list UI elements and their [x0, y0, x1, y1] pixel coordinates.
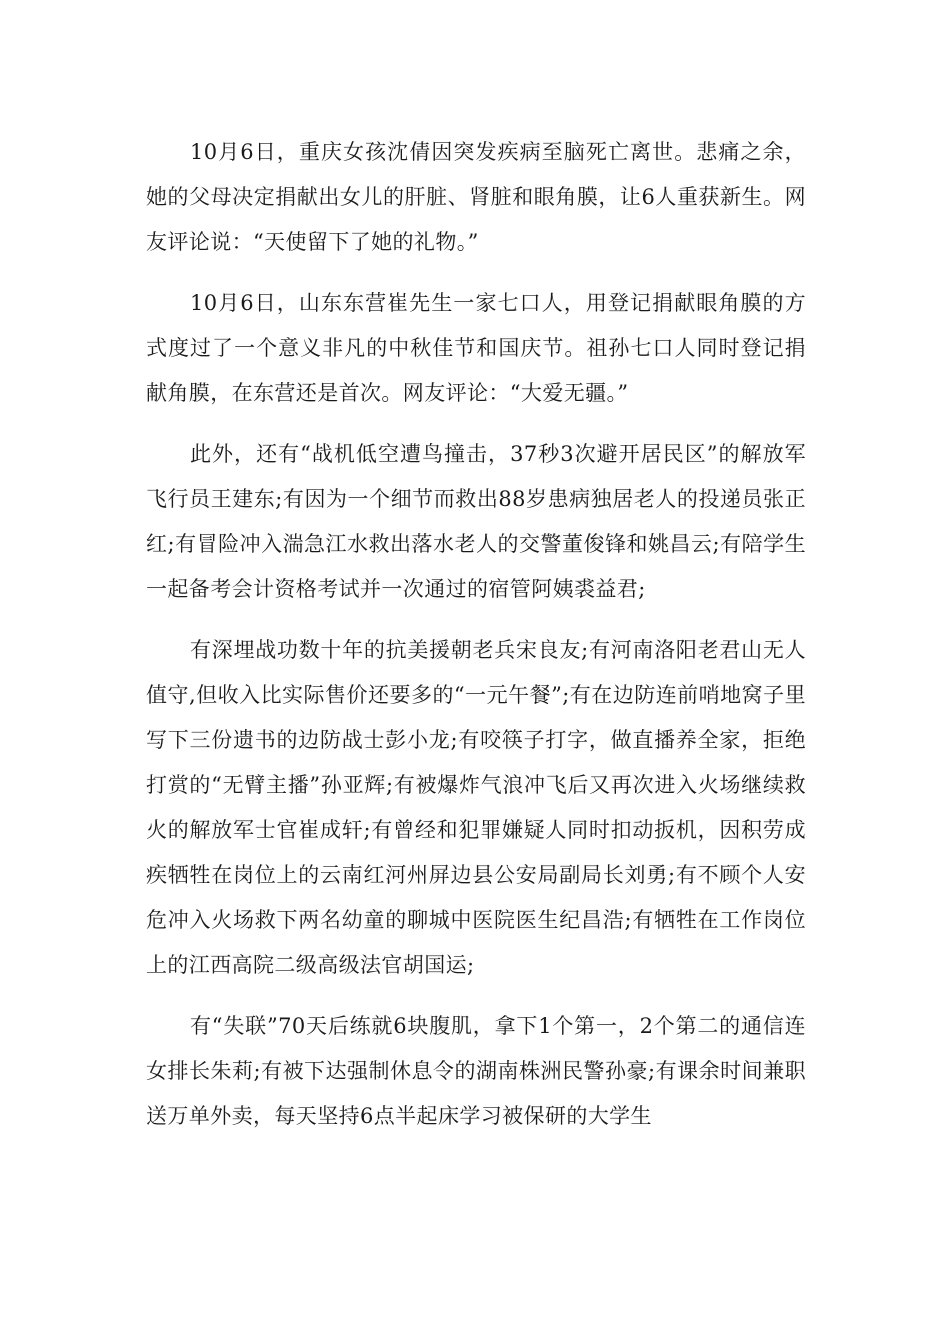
paragraph-2: 10月6日，山东东营崔先生一家七口人，用登记捐献眼角膜的方式度过了一个意义非凡的中秋佳节和国庆节。祖孙七口人同时登记捐献角膜，在东营还是首次。网友评论：“大爱无疆。”	[146, 291, 806, 405]
paragraph-4: 有深埋战功数十年的抗美援朝老兵宋良友;有河南洛阳老君山无人值守,但收入比实际售价还要多的“一元午餐”;有在边防连前哨地窝子里写下三份遗书的边防战士彭小龙;有咬筷子打字，做直播养全家，拒绝打赏的“无臂主播”孙亚辉;有被爆炸气浪冲飞后又再次进入火场继续救火的解放军士官崔成轩;有曾经和犯罪嫌疑人同时扣动扳机，因积劳成疾牺牲在岗位上的云南红河州屏边县公安局副局长刘勇;有不顾个人安危冲入火场救下两名幼童的聊城中医院医生纪昌浩;有牺牲在工作岗位上的江西高院二级高级法官胡国运;	[146, 638, 806, 977]
paragraph-1: 10月6日，重庆女孩沈倩因突发疾病至脑死亡离世。悲痛之余，她的父母决定捐献出女儿的肝脏、肾脏和眼角膜，让6人重获新生。网友评论说：“天使留下了她的礼物。”	[146, 140, 806, 254]
paragraph-5: 有“失联”70天后练就6块腹肌，拿下1个第一，2个第二的通信连女排长朱莉;有被下达强制休息令的湖南株洲民警孙豪;有课余时间兼职送万单外卖，每天坚持6点半起床学习被保研的大学生	[146, 1014, 806, 1128]
paragraph-3: 此外，还有“战机低空遭鸟撞击，37秒3次避开居民区”的解放军飞行员王建东;有因为一个细节而救出88岁患病独居老人的投递员张正红;有冒险冲入湍急江水救出落水老人的交警董俊锋和姚昌云;有陪学生一起备考会计资格考试并一次通过的宿管阿姨裘益君;	[146, 442, 806, 601]
article-body	[146, 130, 806, 1155]
